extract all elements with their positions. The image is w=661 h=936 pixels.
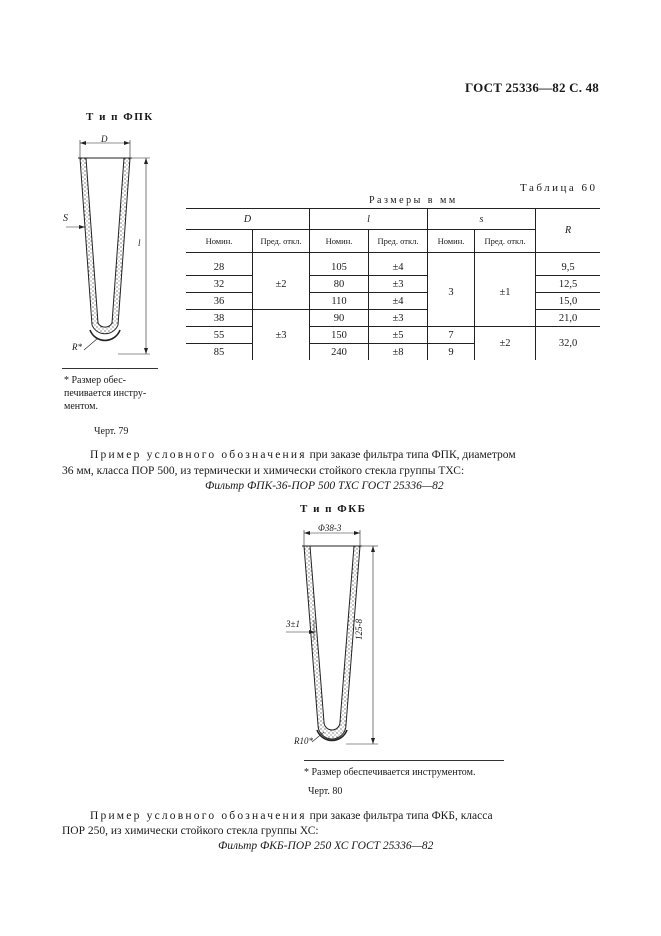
example1-designation: Фильтр ФПК-36-ПОР 500 ТХС ГОСТ 25336—82 <box>205 480 444 492</box>
sub-s-nom: Номин. <box>428 230 475 253</box>
fig79-label-l: l <box>138 238 141 248</box>
fig79-drawing <box>52 130 162 370</box>
table-row: 28 ±2 105 ±4 3 ±1 9,5 <box>186 259 600 276</box>
fig79-label-D: D <box>101 134 108 144</box>
example2-line1: Пример условного обозначения при заказе фильтра типа ФКБ, класса <box>90 810 493 822</box>
fig80-footnote: * Размер обеспечивается инструментом. <box>304 767 476 778</box>
fig80-drawing <box>280 520 390 755</box>
table-row: 55 150 ±5 7 ±2 32,0 <box>186 327 600 344</box>
col-l: l <box>310 209 428 230</box>
example1-line1: Пример условного обозначения при заказе фильтра типа ФПК, диаметром <box>90 449 516 461</box>
fig79-footnote-rule <box>62 368 158 369</box>
example1-line2: 36 мм, класса ПОР 500, из термически и химически стойкого стекла группы ТХС: <box>62 465 465 477</box>
example2-line2: ПОР 250, из химически стойкого стекла группы ХС: <box>62 825 319 837</box>
col-D: D <box>186 209 310 230</box>
fig79-footnote: * Размер обес- печивается инстру- ментом. <box>64 375 147 412</box>
sub-s-tol: Пред. откл. <box>475 230 536 253</box>
table-row: 38 ±3 90 ±3 21,0 <box>186 310 600 327</box>
col-s: s <box>428 209 536 230</box>
table-row: 36 110 ±4 15,0 <box>186 293 600 310</box>
fig80-caption: Черт. 80 <box>308 786 343 797</box>
table-row: 32 80 ±3 12,5 <box>186 276 600 293</box>
fig80-label-s: 3±1 <box>286 619 300 629</box>
fig79-type-title: Т и п ФПК <box>86 111 154 123</box>
sub-D-nom: Номин. <box>186 230 253 253</box>
fig80-label-D: Φ38-3 <box>318 523 342 533</box>
fig80-label-l: 125-8 <box>354 619 364 640</box>
page-header: ГОСТ 25336—82 С. 48 <box>465 80 599 95</box>
fig79-caption: Черт. 79 <box>94 426 129 437</box>
table-row: 85 240 ±8 9 <box>186 344 600 361</box>
table-label: Таблица 60 <box>520 182 598 194</box>
fig80-type-title: Т и п ФКБ <box>300 503 367 515</box>
example2-designation: Фильтр ФКБ-ПОР 250 ХС ГОСТ 25336—82 <box>218 840 434 852</box>
col-R: R <box>536 209 601 253</box>
fig79-label-S: S <box>63 213 68 224</box>
fig80-label-R: R10* <box>294 736 313 746</box>
sub-l-nom: Номин. <box>310 230 369 253</box>
fig79-label-R: R* <box>72 342 82 352</box>
sub-D-tol: Пред. откл. <box>253 230 310 253</box>
dimensions-table <box>186 208 600 360</box>
table-caption: Размеры в мм <box>369 195 458 206</box>
fig80-footnote-rule <box>304 760 504 761</box>
sub-l-tol: Пред. откл. <box>369 230 428 253</box>
